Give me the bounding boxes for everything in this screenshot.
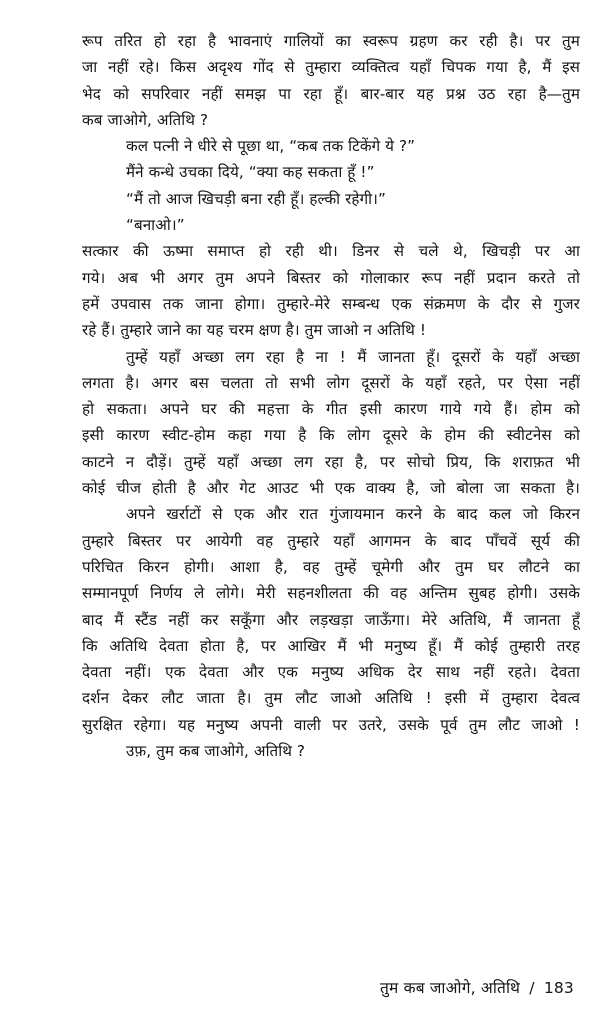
- text-line: लगता है। अगर बस चलता तो सभी लोग दूसरों के यहाँ रहते, पर ऐसा नहीं: [82, 373, 580, 392]
- dialogue-line: मैंने कन्धे उचका दिये, “क्या कह सकता हूँ !”: [126, 163, 375, 182]
- text-line: कि अतिथि देवता होता है, पर आखिर मैं भी मनुष्य हूँ। मैं कोई तुम्हारी तरह: [82, 636, 580, 655]
- text-line: रहे हैं। तुम्हारे जाने का यह चरम क्षण है। तुम जाओ न अतिथि !: [82, 321, 427, 340]
- text-line: रूप तरित हो रहा है भावनाएं गालियों का स्वरूप ग्रहण कर रही है। पर तुम: [82, 32, 580, 50]
- page-body-text: [82, 28, 580, 764]
- text-line: बाद मैं स्टैंड नहीं कर सकूँगा और लड़खड़ा जाऊँगा। मेरे अतिथि, मैं जानता हूँ: [82, 610, 580, 629]
- text-line: सम्मानपूर्ण निर्णय ले लोगे। मेरी सहनशीलता की वह अन्तिम सुबह होगी। उसके: [82, 584, 580, 603]
- text-line: काटने न दौड़ें। तुम्हें यहाँ अच्छा लग रहा है, पर सोचो प्रिय, कि शराफ़त भी: [82, 452, 580, 471]
- dialogue-line: कल पत्नी ने धीरे से पूछा था, “कब तक टिकेंगे ये ?”: [126, 137, 416, 156]
- footer-separator: /: [529, 979, 535, 997]
- text-line: जा नहीं रहे। किस अदृश्य गोंद से तुम्हारा व्यक्तित्व यहाँ चिपक गया है, मैं इस: [82, 58, 580, 77]
- text-line: भेद को सपरिवार नहीं समझ पा रहा हूँ। बार-बार यह प्रश्न उठ रहा है—तुम: [82, 84, 580, 103]
- text-line: दर्शन देकर लौट जाता है। तुम लौट जाओ अतिथि ! इसी में तुम्हारा देवत्व: [82, 689, 580, 708]
- page-number: 183: [543, 979, 574, 997]
- text-line: कब जाओगे, अतिथि ?: [82, 110, 209, 129]
- text-line: सत्कार की ऊष्मा समाप्त हो रही थी। डिनर से चले थे, खिचड़ी पर आ: [82, 242, 580, 261]
- page-footer: [380, 976, 574, 998]
- text-line: इसी कारण स्वीट-होम कहा गया है कि लोग दूसरे के होम की स्वीटनेस को: [82, 426, 580, 445]
- text-line: गये। अब भी अगर तुम अपने बिस्तर को गोलाकार रूप नहीं प्रदान करते तो: [82, 268, 580, 287]
- running-title: तुम कब जाओगे, अतिथि: [380, 979, 521, 997]
- dialogue-line: “मैं तो आज खिचड़ी बना रही हूँ। हल्की रहेगी।”: [126, 189, 386, 208]
- text-line: तुम्हारे बिस्तर पर आयेगी वह तुम्हारे यहाँ आगमन के बाद पाँचवें सूर्य की: [82, 531, 580, 550]
- dialogue-line: “बनाओ।”: [126, 216, 185, 235]
- text-line: देवता नहीं। एक देवता और एक मनुष्य अधिक देर साथ नहीं रहते। देवता: [82, 663, 580, 682]
- text-line: परिचित किरन होगी। आशा है, वह तुम्हें चूमेगी और तुम घर लौटने का: [82, 557, 580, 576]
- text-line: हो सकता। अपने घर की महत्ता के गीत इसी कारण गाये गये हैं। होम को: [82, 400, 580, 419]
- text-line: तुम्हें यहाँ अच्छा लग रहा है ना ! मैं जानता हूँ। दूसरों के यहाँ अच्छा: [126, 347, 580, 366]
- text-line: सुरक्षित रहेगा। यह मनुष्य अपनी वाली पर उतरे, उसके पूर्व तुम लौट जाओ !: [82, 715, 580, 734]
- text-line: कोई चीज होती है और गेट आउट भी एक वाक्य है, जो बोला जा सकता है।: [82, 479, 580, 498]
- text-line: अपने खर्राटों से एक और रात गुंजायमान करने के बाद कल जो किरन: [126, 505, 580, 524]
- closing-line: उफ़, तुम कब जाओगे, अतिथि ?: [126, 742, 306, 761]
- text-line: हमें उपवास तक जाना होगा। तुम्हारे-मेरे सम्बन्ध एक संक्रमण के दौर से गुजर: [82, 294, 580, 313]
